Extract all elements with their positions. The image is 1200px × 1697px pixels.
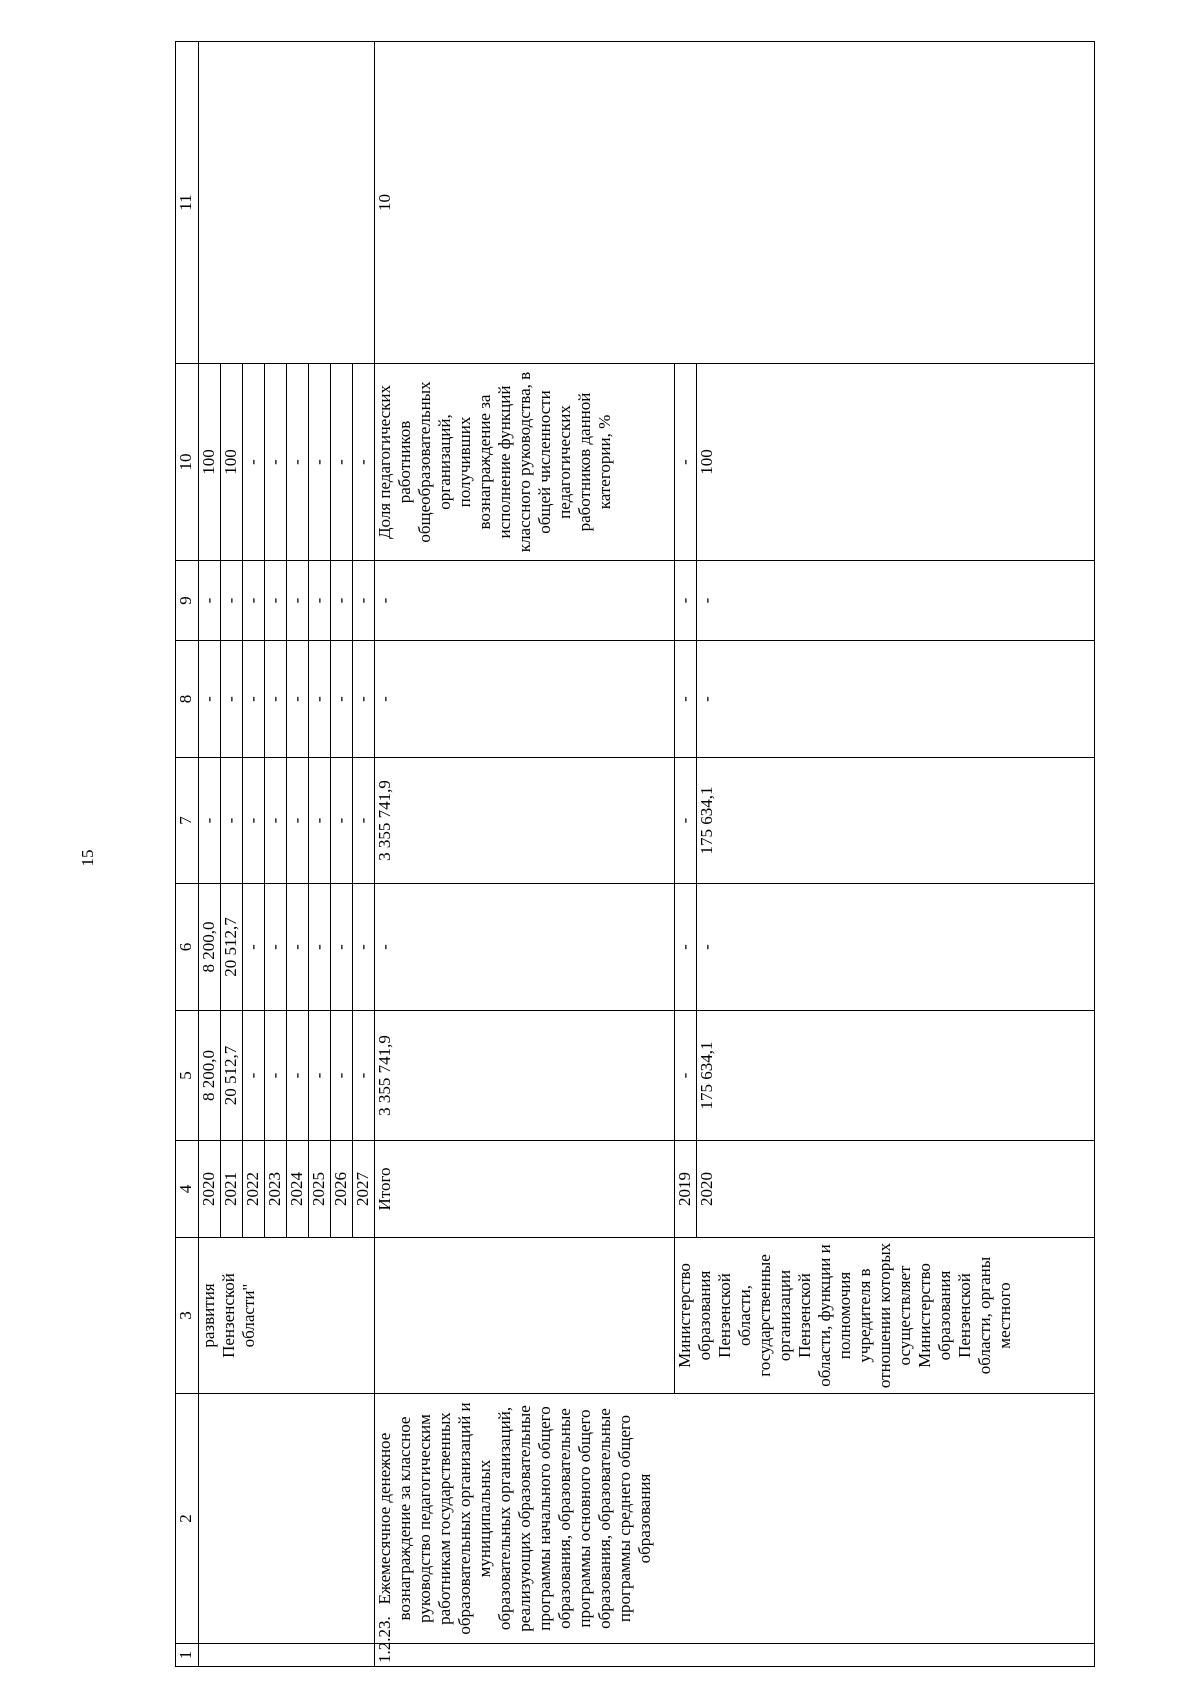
value-cell: 20 512,7 — [221, 884, 243, 1011]
value-cell: - — [265, 561, 287, 641]
value-cell: - — [243, 641, 265, 758]
value-cell: - — [675, 884, 697, 1011]
total-value: - — [375, 561, 675, 641]
value-cell: - — [199, 561, 221, 641]
col-num-8: 8 — [176, 641, 199, 758]
value-cell: - — [331, 1011, 353, 1141]
item-total-row — [375, 42, 675, 1667]
value-cell: - — [265, 884, 287, 1011]
value-cell: - — [287, 758, 309, 884]
item-col3-empty — [375, 1238, 675, 1394]
value-cell: - — [353, 1011, 375, 1141]
executor: Министерство образования Пензенской области, государственные организации Пензенской области, функции и полномочия учредителя в отношении которых осуществляет Министерство образования Пензенской области, органы местного — [675, 1238, 1095, 1394]
indicator-value: 100 — [199, 364, 221, 561]
value-cell: 8 200,0 — [199, 884, 221, 1011]
value-cell: - — [697, 641, 1095, 758]
value-cell: - — [221, 641, 243, 758]
col-num-7: 7 — [176, 758, 199, 884]
value-cell: 8 200,0 — [199, 1011, 221, 1141]
indicator-value: 100 — [697, 364, 1095, 561]
year-cell: 2019 — [675, 1141, 697, 1238]
value-cell: - — [243, 884, 265, 1011]
value-cell: 175 634,1 — [697, 1011, 1095, 1141]
total-value: 3 355 741,9 — [375, 1011, 675, 1141]
col-num-5: 5 — [176, 1011, 199, 1141]
value-cell: - — [265, 758, 287, 884]
value-cell: - — [697, 561, 1095, 641]
value-cell: - — [309, 561, 331, 641]
program-table — [175, 41, 1095, 1667]
value-cell: - — [309, 758, 331, 884]
cont-col11 — [199, 42, 375, 364]
col-num-1: 1 — [176, 1644, 199, 1667]
table-row — [199, 42, 221, 1667]
indicator-value: 100 — [221, 364, 243, 561]
col-num-10: 10 — [176, 364, 199, 561]
col-num-6: 6 — [176, 884, 199, 1011]
value-cell: - — [309, 884, 331, 1011]
column-number-row — [176, 42, 199, 1667]
col-num-2: 2 — [176, 1394, 199, 1644]
value-cell: - — [287, 641, 309, 758]
value-cell: - — [675, 758, 697, 884]
value-cell: - — [287, 884, 309, 1011]
value-cell: - — [265, 1011, 287, 1141]
year-cell: 2020 — [697, 1141, 1095, 1238]
value-cell: - — [221, 561, 243, 641]
year-cell: 2024 — [287, 1141, 309, 1238]
col-num-9: 9 — [176, 561, 199, 641]
value-cell: - — [309, 641, 331, 758]
total-label: Итого — [375, 1141, 675, 1238]
total-value: - — [375, 641, 675, 758]
year-cell: 2020 — [199, 1141, 221, 1238]
value-cell: - — [287, 1011, 309, 1141]
year-cell: 2027 — [353, 1141, 375, 1238]
page-number: 15 — [78, 849, 97, 867]
value-cell: - — [243, 561, 265, 641]
value-cell: - — [675, 641, 697, 758]
year-cell: 2021 — [221, 1141, 243, 1238]
value-cell: - — [221, 758, 243, 884]
value-cell: - — [353, 641, 375, 758]
value-cell: - — [309, 1011, 331, 1141]
item-col11: 10 — [375, 42, 1095, 364]
value-cell: - — [675, 1011, 697, 1141]
value-cell: - — [265, 641, 287, 758]
value-cell: - — [243, 758, 265, 884]
value-cell: - — [331, 758, 353, 884]
cont-col1 — [199, 1644, 375, 1667]
value-cell: 20 512,7 — [221, 1011, 243, 1141]
cont-col2 — [199, 1394, 375, 1644]
value-cell: - — [331, 884, 353, 1011]
year-cell: 2022 — [243, 1141, 265, 1238]
value-cell: - — [199, 641, 221, 758]
year-cell: 2026 — [331, 1141, 353, 1238]
indicator-value: - — [243, 364, 265, 561]
year-cell: 2025 — [309, 1141, 331, 1238]
rotated-table-wrapper — [175, 42, 1095, 1667]
value-cell: - — [243, 1011, 265, 1141]
col-num-3: 3 — [176, 1238, 199, 1394]
value-cell: - — [675, 561, 697, 641]
indicator-value: - — [353, 364, 375, 561]
total-value: - — [375, 884, 675, 1011]
indicator-value: - — [265, 364, 287, 561]
value-cell: - — [697, 884, 1095, 1011]
indicator-value: - — [331, 364, 353, 561]
value-cell: - — [353, 758, 375, 884]
cont-program-text: развития Пензенской области" — [199, 1238, 375, 1394]
value-cell: - — [353, 561, 375, 641]
indicator-value: - — [309, 364, 331, 561]
indicator-value: - — [287, 364, 309, 561]
year-cell: 2023 — [265, 1141, 287, 1238]
value-cell: - — [331, 561, 353, 641]
total-value: 3 355 741,9 — [375, 758, 675, 884]
value-cell: - — [287, 561, 309, 641]
indicator-name: Доля педагогических работников общеобразовательных организаций, получивших вознаграждение за исполнение функций классного руководства, в общей численности педагогических работников данной категории, % — [375, 364, 675, 561]
item-name: Ежемесячное денежное вознаграждение за классное руководство педагогическим работникам государственных образовательных организаций и муниципальных образовательных организаций, реализующих образовательные программы начального общего образования, образовательные программы основного общего образования, образовательные программы среднего общего образования — [375, 1394, 1095, 1644]
col-num-11: 11 — [176, 42, 199, 364]
indicator-value: - — [675, 364, 697, 561]
item-number: 1.2.23. — [375, 1644, 1095, 1667]
value-cell: - — [353, 884, 375, 1011]
col-num-4: 4 — [176, 1141, 199, 1238]
value-cell: - — [199, 758, 221, 884]
value-cell: - — [331, 641, 353, 758]
value-cell: 175 634,1 — [697, 758, 1095, 884]
